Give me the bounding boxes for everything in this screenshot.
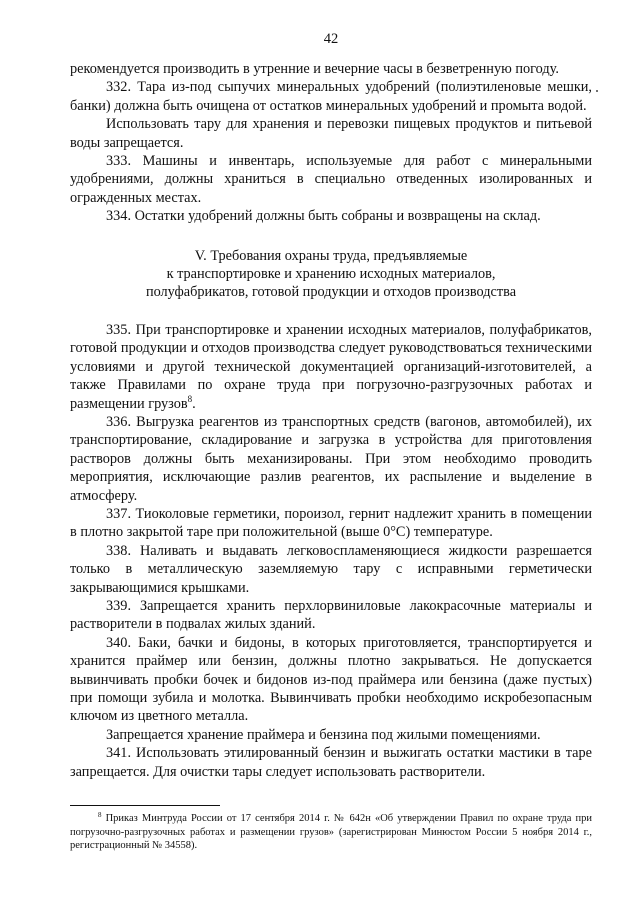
paragraph-338: 338. Наливать и выдавать легковоспламеняющиеся жидкости разрешается только в металлическую заземляемую тару с исправными герметически закрывающимися крышками.: [70, 542, 592, 596]
paragraph-335: [70, 321, 592, 413]
footnote-text: Приказ Минтруда России от 17 сентября 2014 г. № 642н «Об утверждении Правил по охране труда при погрузочно-разгрузочных работах и размещении грузов» (зарегистрирован Минюстом России 5 ноября 2014 г., регистрационный № 34558).: [70, 813, 592, 852]
paragraph-340-prohibition: Запрещается хранение праймера и бензина под жилыми помещениями.: [106, 726, 541, 743]
footnote-divider: [70, 805, 220, 806]
paragraph-continuation: рекомендуется производить в утренние и вечерние часы в безветренную погоду.: [70, 61, 559, 77]
paragraph-336: 336. Выгрузка реагентов из транспортных средств (вагонов, автомобилей), их транспортирование, складирование и загрузка в устройства для приготовления растворов должны быть механизированы. При этом необходимо проводить мероприятия, исключающие разлив реагентов, их распыление и выделение в атмосферу.: [70, 413, 592, 504]
footnote-reference[interactable]: 8: [187, 393, 193, 404]
paragraph-335-text: 335. При транспортировке и хранении исходных материалов, полуфабрикатов, готовой продукции и отходов производства следует руководствоваться техническими условиями и другой технической документацией организаций-изготовителей, а также Правилами по охране труда при погрузочно-разгрузочных работах и размещении грузов: [70, 321, 592, 412]
section-heading-line-3: полуфабрикатов, готовой продукции и отходов производства: [145, 284, 517, 301]
document-page: [70, 30, 592, 853]
section-heading-line-1: V. Требования охраны труда, предъявляемые: [194, 247, 468, 264]
paragraph-332-prohibition: Использовать тару для хранения и перевозки пищевых продуктов и питьевой воды запрещается.: [70, 116, 592, 151]
paragraph-340: 340. Баки, бачки и бидоны, в которых приготовляется, транспортируется и хранится праймер или бензин, должны плотно закрываться. Не допускается вывинчивать пробки бочек и бидонов из-под праймера или бензина (даже пустых) при помощи зубила и молотка. Вывинчивать пробки необходимо искробезопасным ключом из цветного металла.: [70, 634, 592, 725]
footnote: [70, 812, 592, 853]
paragraph-332: 332. Тара из-под сыпучих минеральных удобрений (полиэтиленовые мешки, банки) должна быть очищена от остатков минеральных удобрений и промыта водой.: [70, 79, 592, 114]
footnote-mark: 8: [98, 811, 102, 820]
paragraph-335-end: .: [192, 395, 196, 412]
paragraph-337: 337. Тиоколовые герметики, пороизол, гернит надлежит хранить в помещении в плотно закрытой таре при положительной (выше 0°С) температуре.: [70, 505, 592, 541]
scan-speck: [596, 90, 598, 92]
paragraph-339: 339. Запрещается хранить перхлорвиниловые лакокрасочные материалы и растворители в подвалах жилых зданий.: [70, 597, 592, 633]
section-heading: [70, 247, 592, 302]
paragraph-333: 333. Машины и инвентарь, используемые для работ с минеральными удобрениями, должны храниться в специально отведенных изолированных и огражденных местах.: [70, 153, 592, 206]
page-number: 42: [323, 31, 339, 47]
section-heading-line-2: к транспортировке и хранению исходных материалов,: [166, 266, 496, 283]
paragraph-341: 341. Использовать этилированный бензин и выжигать остатки мастики в таре запрещается. Для очистки тары следует использовать растворители.: [70, 745, 592, 780]
paragraph-334: 334. Остатки удобрений должны быть собраны и возвращены на склад.: [106, 208, 541, 225]
